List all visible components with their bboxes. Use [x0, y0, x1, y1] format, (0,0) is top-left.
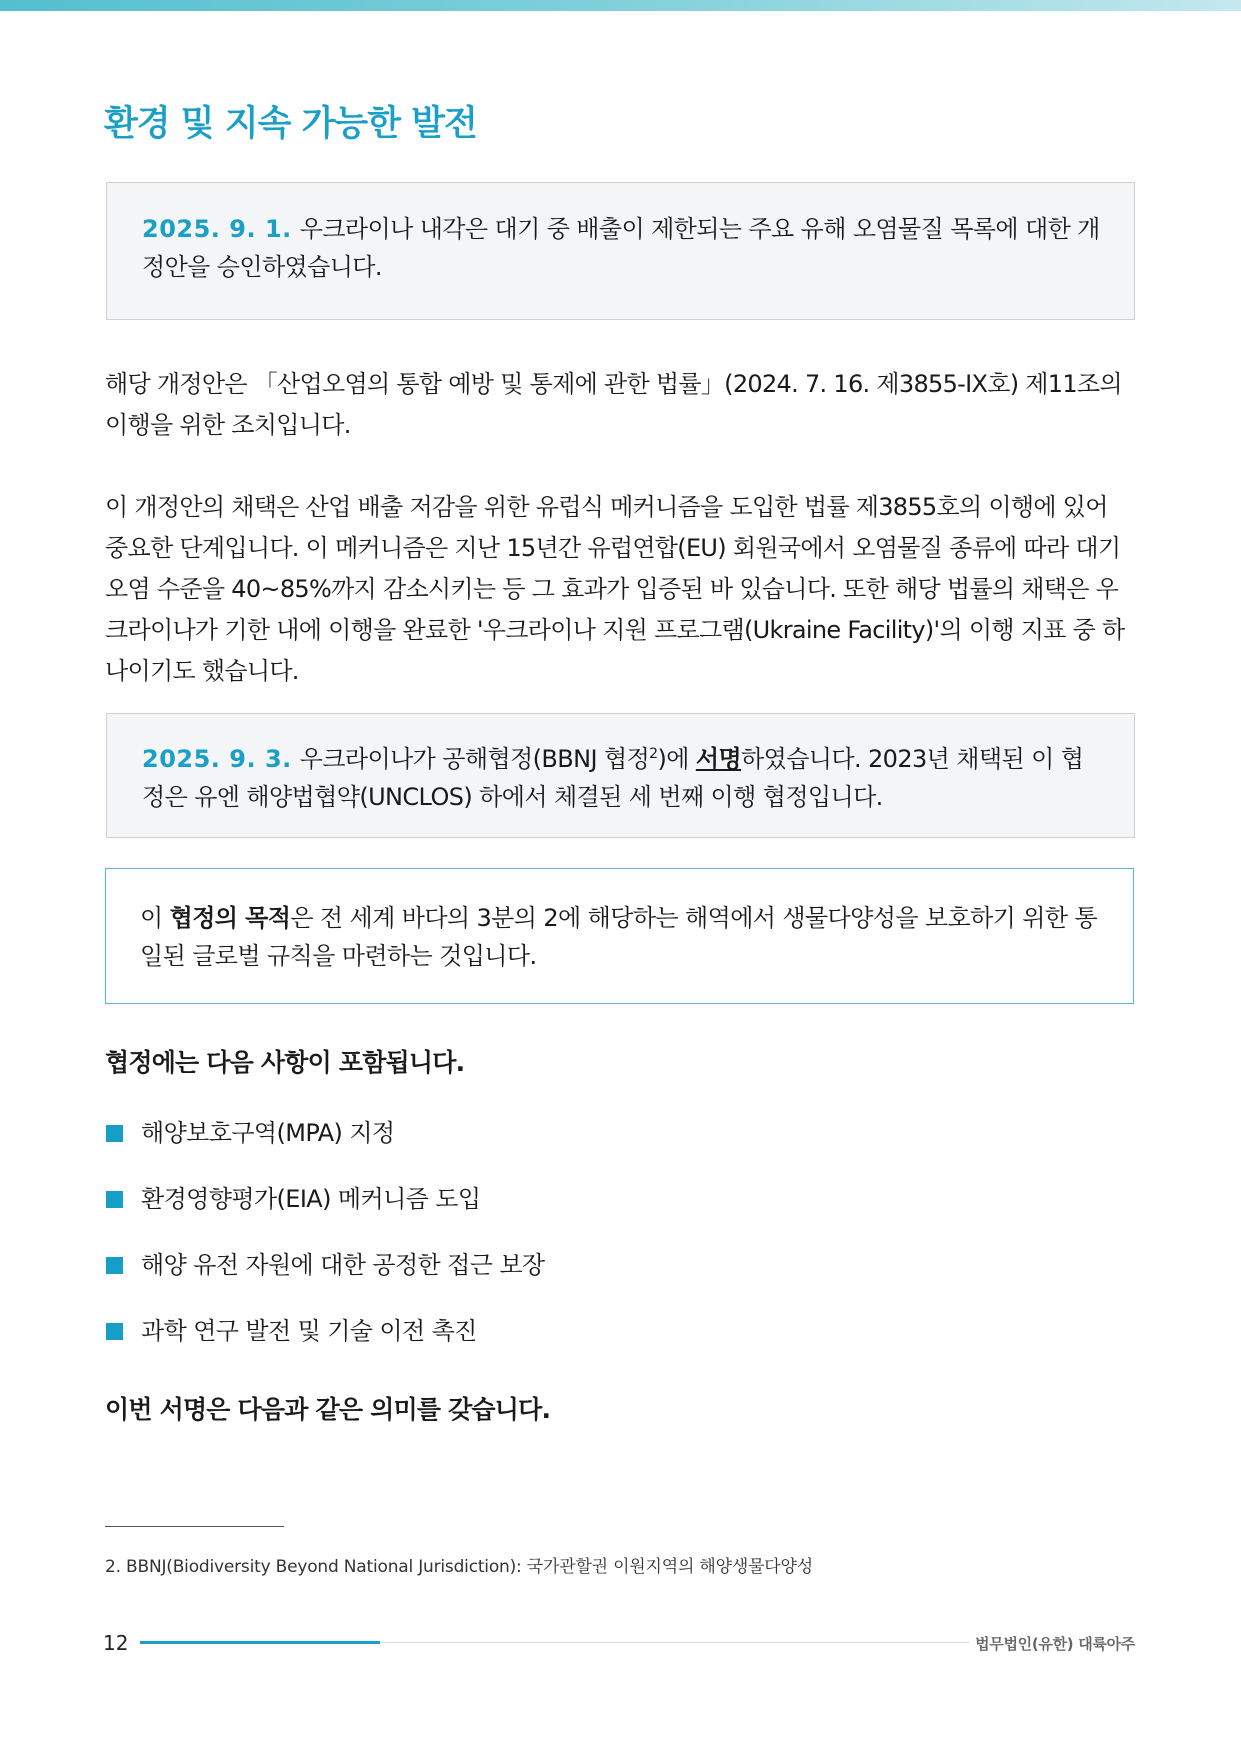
list-item — [106, 1245, 545, 1311]
list-item — [106, 1311, 545, 1377]
subheading-agreement-contents: 협정에는 다음 사항이 포함됩니다. — [105, 1048, 465, 1077]
footnote-reference[interactable]: 2 — [649, 746, 658, 762]
agreement-purpose-box — [105, 868, 1134, 1004]
square-bullet-icon — [106, 1323, 123, 1340]
square-bullet-icon — [106, 1191, 123, 1208]
firm-name: 법무법인(유한) 대륙아주 — [975, 1635, 1135, 1653]
notice-text-mid: )에 — [657, 745, 696, 773]
square-bullet-icon — [106, 1125, 123, 1142]
sign-link[interactable]: 서명 — [695, 745, 742, 773]
footnote-divider — [105, 1526, 284, 1527]
footer-accent-line — [140, 1641, 380, 1644]
top-accent-bar — [0, 0, 1241, 11]
paragraph-amendment-significance: 이 개정안의 채택은 산업 배출 저감을 위한 유럽식 메커니즘을 도입한 법률 제3855호의 이행에 있어 중요한 단계입니다. 이 메커니즘은 지난 15년간 유럽연합(EU) 회원국에서 오염물질 종류에 따라 대기오염 수준을 40~85%까지 감소시키는 등 그 효과가 입증된 바 있습니다. 또한 해당 법률의 채택은 우크라이나가 기한 내에 이행을 완료한 '우크라이나 지원 프로그램(Ukraine Facility)'의 이행 지표 중 하나이기도 했습니다. — [105, 493, 1125, 685]
notice-box-2025-09-01 — [106, 182, 1135, 320]
notice-text: 우크라이나 내각은 대기 중 배출이 제한되는 주요 유해 오염물질 목록에 대한 개정안을 승인하였습니다. — [142, 215, 1100, 281]
notice-date: 2025. 9. 1. — [142, 215, 292, 243]
list-item — [106, 1179, 545, 1245]
footnote: 2. BBNJ(Biodiversity Beyond National Jurisdiction): 국가관할권 이원지역의 해양생물다양성 — [105, 1557, 813, 1577]
square-bullet-icon — [106, 1257, 123, 1274]
purpose-text: 은 전 세계 바다의 3분의 2에 해당하는 해역에서 생물다양성을 보호하기 위한 통일된 글로벌 규칙을 마련하는 것입니다. — [140, 904, 1098, 970]
list-item — [106, 1113, 545, 1179]
page-number: 12 — [103, 1631, 129, 1655]
list-item-text: 과학 연구 발전 및 기술 이전 촉진 — [141, 1317, 477, 1345]
list-item-text: 해양 유전 자원에 대한 공정한 접근 보장 — [141, 1251, 545, 1279]
list-item-text: 해양보호구역(MPA) 지정 — [141, 1119, 395, 1147]
agreement-contents-list — [106, 1113, 545, 1377]
purpose-prefix: 이 — [140, 904, 170, 932]
list-item-text: 환경영향평가(EIA) 메커니즘 도입 — [141, 1185, 481, 1213]
purpose-bold: 협정의 목적 — [169, 904, 291, 932]
subheading-signing-meaning: 이번 서명은 다음과 같은 의미를 갖습니다. — [105, 1395, 551, 1424]
notice-date: 2025. 9. 3. — [142, 745, 292, 773]
notice-text-after: 하였습니다. 2023년 채택된 이 협정은 유엔 해양법협약(UNCLOS) 하에서 체결된 세 번째 이행 협정입니다. — [142, 745, 1084, 811]
notice-box-2025-09-03 — [106, 713, 1135, 838]
paragraph-amendment-basis: 해당 개정안은 「산업오염의 통합 예방 및 통제에 관한 법률」(2024. 7. 16. 제3855-IX호) 제11조의 이행을 위한 조치입니다. — [105, 370, 1122, 439]
page-title: 환경 및 지속 가능한 발전 — [104, 104, 477, 144]
notice-text-before: 우크라이나가 공해협정(BBNJ 협정 — [299, 745, 650, 773]
